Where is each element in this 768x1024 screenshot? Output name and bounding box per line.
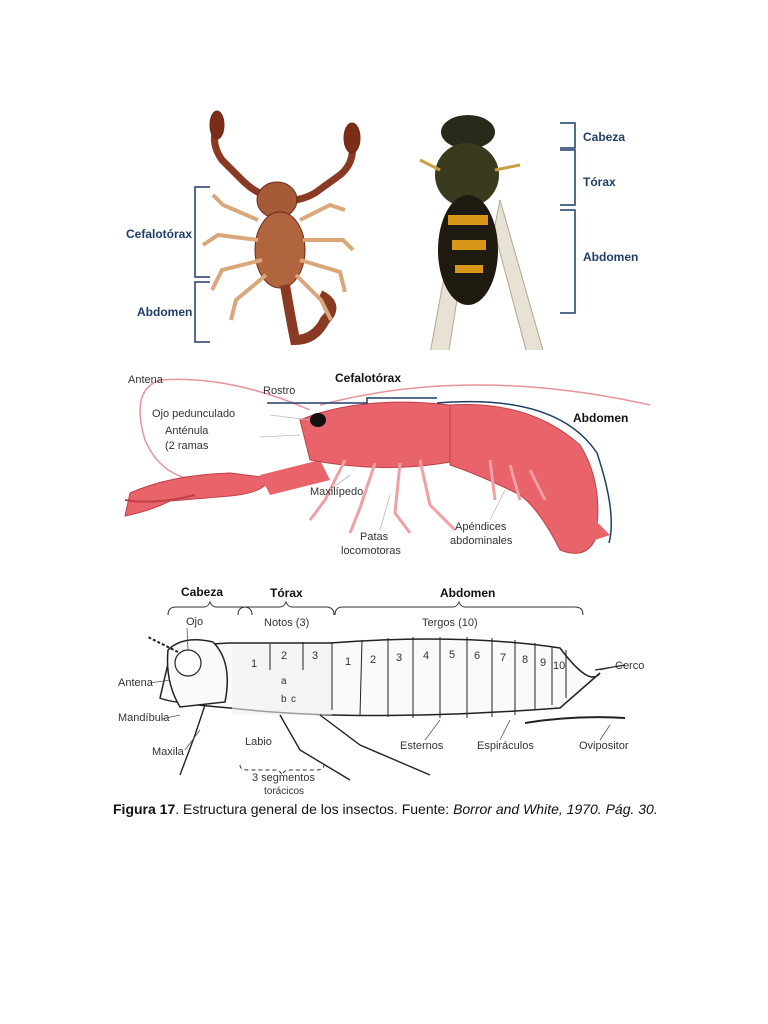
insect-cabeza-label: Cabeza xyxy=(181,585,224,599)
crayfish-abdomen-label: Abdomen xyxy=(573,411,629,425)
abdomen-segment-number: 2 xyxy=(370,654,377,666)
leg-part-letter: a xyxy=(281,676,287,687)
insect-cerco-label: Cerco xyxy=(615,660,645,672)
photo-panel xyxy=(0,100,768,350)
fly-illustration xyxy=(0,100,768,350)
insect-ojo-label: Ojo xyxy=(186,616,204,628)
thorax-segment-number: 1 xyxy=(251,658,258,670)
insect-abdomen-label: Abdomen xyxy=(440,586,496,600)
thorax-segment-number: 3 xyxy=(312,650,319,662)
abdomen-segment-number: 1 xyxy=(345,656,352,668)
leg-part-letter: b xyxy=(281,694,287,705)
crayfish-apendices-label-2: abdominales xyxy=(450,535,513,547)
figure-number: Figura 17 xyxy=(113,801,176,817)
insect-ovipositor-label: Ovipositor xyxy=(579,740,629,752)
thorax-segment-number: 2 xyxy=(281,650,288,662)
scorpion-abdomen-label: Abdomen xyxy=(137,305,193,319)
insect-panel xyxy=(0,580,768,795)
crayfish-ojo-label: Ojo pedunculado xyxy=(152,408,236,420)
insect-maxila-label: Maxila xyxy=(152,746,184,758)
crayfish-patas-label-2: locomotoras xyxy=(341,545,401,557)
insect-illustration xyxy=(0,580,768,795)
insect-mandibula-label: Mandíbula xyxy=(118,712,170,724)
crayfish-antenula-label-1: Anténula xyxy=(165,425,209,437)
abdomen-segment-number: 4 xyxy=(423,650,430,662)
insect-torax-label: Tórax xyxy=(270,586,303,600)
abdomen-segment-number: 7 xyxy=(500,652,507,664)
leg-part-letter: c xyxy=(291,694,296,705)
insect-segmentos-label-2: torácicos xyxy=(264,786,305,797)
crayfish-rostro-label: Rostro xyxy=(263,385,296,397)
caption-source: Borror and White, 1970. Pág. 30. xyxy=(453,801,658,817)
insect-labio-label: Labio xyxy=(245,736,272,748)
crayfish-maxilipedo-label: Maxilípedo xyxy=(310,486,364,498)
abdomen-segment-number: 5 xyxy=(449,649,456,661)
insect-antena-label: Antena xyxy=(118,677,153,689)
abdomen-segment-number: 8 xyxy=(522,654,529,666)
crayfish-apendices-label-1: Apéndices xyxy=(455,521,507,533)
insect-tergos-label: Tergos (10) xyxy=(422,617,478,629)
crayfish-patas-label-1: Patas xyxy=(360,531,389,543)
figure-caption xyxy=(113,801,658,817)
abdomen-segment-number: 6 xyxy=(474,650,481,662)
insect-segmentos-label-1: 3 segmentos xyxy=(252,772,315,784)
caption-text: . Estructura general de los insectos. Fuente: xyxy=(175,801,454,817)
crayfish-cefalotorax-label: Cefalotórax xyxy=(335,371,402,385)
scorpion-cefalotorax-label: Cefalotórax xyxy=(126,227,193,241)
fly-cabeza-label: Cabeza xyxy=(583,130,626,144)
insect-notos-label: Notos (3) xyxy=(264,617,310,629)
abdomen-segment-number: 3 xyxy=(396,652,403,664)
fly-torax-label: Tórax xyxy=(583,175,616,189)
insect-esternos-label: Esternos xyxy=(400,740,444,752)
crayfish-antenula-label-2: (2 ramas xyxy=(165,440,209,452)
abdomen-segment-number: 10 xyxy=(553,660,566,672)
insect-espiraculos-label: Espiráculos xyxy=(477,740,534,752)
abdomen-segment-number: 9 xyxy=(540,657,547,669)
crayfish-antena-label: Antena xyxy=(128,374,163,386)
crayfish-panel xyxy=(0,365,768,565)
fly-abdomen-label: Abdomen xyxy=(583,250,639,264)
